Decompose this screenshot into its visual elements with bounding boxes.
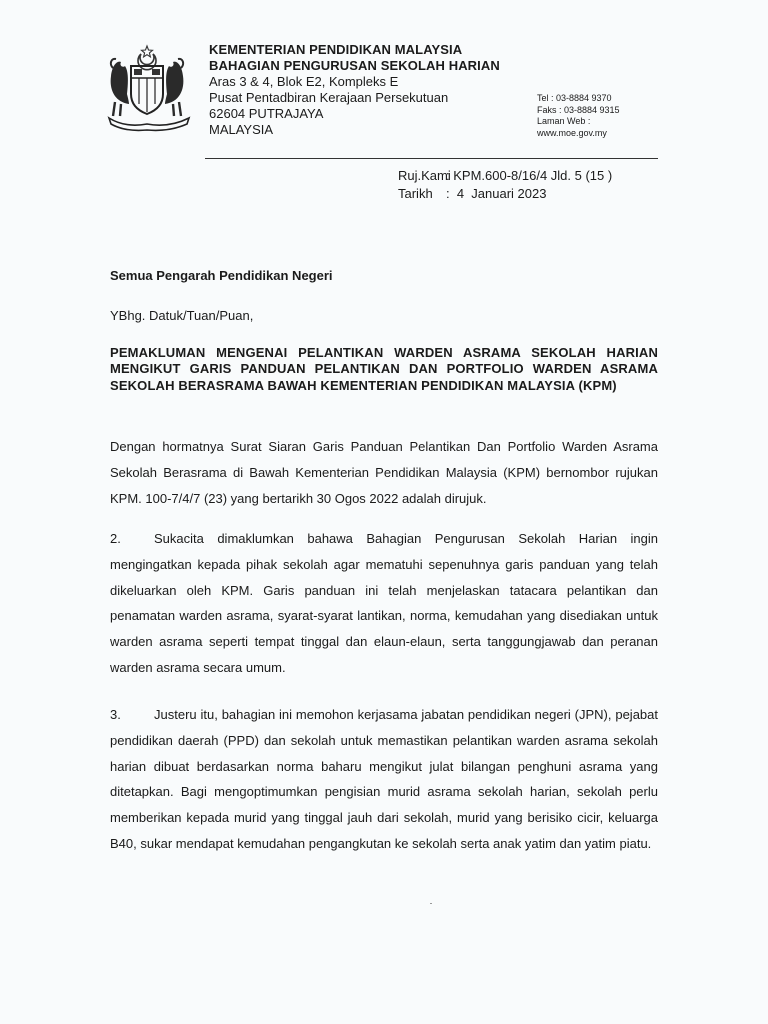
- salutation: YBhg. Datuk/Tuan/Puan,: [110, 308, 254, 323]
- paragraph-3: [110, 702, 658, 857]
- coat-of-arms-emblem: [101, 44, 197, 132]
- paragraph-intro: [110, 434, 658, 511]
- division-name: BAHAGIAN PENGURUSAN SEKOLAH HARIAN: [209, 58, 500, 73]
- addressee: Semua Pengarah Pendidikan Negeri: [110, 268, 333, 283]
- address-line: Pusat Pentadbiran Kerajaan Persekutuan: [209, 90, 449, 105]
- letter-subject: PEMAKLUMAN MENGENAI PELANTIKAN WARDEN ASRAMA SEKOLAH HARIAN MENGIKUT GARIS PANDUAN PELANTIKAN DAN PORTFOLIO WARDEN ASRAMA SEKOLAH BERASRAMA BAWAH KEMENTERIAN PENDIDIKAN MALAYSIA (KPM): [110, 345, 658, 393]
- letterhead-organisation: [209, 42, 500, 138]
- paragraph-text: Sukacita dimaklumkan bahawa Bahagian Pengurusan Sekolah Harian ingin mengingatkan kepada pihak sekolah agar mematuhi sepenuhnya garis panduan yang telah dikeluarkan oleh KPM. Garis panduan ini telah menjelaskan tatacara pelantikan dan penamatan warden asrama, syarat-syarat lantikan, norma, kemudahan yang disediakan untuk warden asrama seperti tempat tinggal dan elaun-elaun, serta tanggungjawab dan peranan warden asrama secara umum.: [110, 531, 658, 675]
- paragraph-number: 2.: [110, 531, 121, 546]
- address-line: Aras 3 & 4, Blok E2, Kompleks E: [209, 74, 399, 89]
- scan-speck: [430, 903, 432, 904]
- website-label: Laman Web :: [537, 116, 591, 126]
- paragraph-2: [110, 526, 658, 681]
- address-line: 62604 PUTRAJAYA: [209, 106, 324, 121]
- letter-date: : 4 Januari 2023: [446, 186, 547, 201]
- paragraph-text: Justeru itu, bahagian ini memohon kerjasama jabatan pendidikan negeri (JPN), pejabat pendidikan daerah (PPD) dan sekolah untuk memastikan pelantikan warden asrama sekolah harian dibuat berdasarkan norma baharu mengikut julat bilangan penghuni asrama yang ditetapkan. Bagi mengoptimumkan pengisian murid asrama sekolah harian, sekolah perlu memberikan kepada murid yang tinggal jauh dari sekolah, murid yang berisiko cicir, keluarga B40, sukar mendapat kemudahan pengangkutan ke sekolah serta anak yatim dan yatim piatu.: [110, 707, 658, 851]
- paragraph-number: 3.: [110, 707, 121, 722]
- letterhead-contact: [537, 93, 620, 139]
- reference-block: [398, 167, 612, 203]
- fax: Faks : 03-8884 9315: [537, 104, 620, 115]
- telephone: Tel : 03-8884 9370: [537, 93, 612, 103]
- reference-label: Ruj.Kami: [398, 168, 451, 183]
- ministry-name: KEMENTERIAN PENDIDIKAN MALAYSIA: [209, 42, 463, 57]
- reference-number: : KPM.600-8/16/4 Jld. 5 (15 ): [446, 168, 613, 183]
- header-divider: [205, 158, 658, 159]
- paragraph-text: Dengan hormatnya Surat Siaran Garis Panduan Pelantikan Dan Portfolio Warden Asrama Sekolah Berasrama di Bawah Kementerian Pendidikan Malaysia (KPM) bernombor rujukan KPM. 100-7/4/7 (23) yang bertarikh 30 Ogos 2022 adalah dirujuk.: [110, 439, 658, 506]
- date-label: Tarikh: [398, 186, 433, 201]
- website-url: www.moe.gov.my: [537, 127, 607, 138]
- address-line: MALAYSIA: [209, 122, 274, 137]
